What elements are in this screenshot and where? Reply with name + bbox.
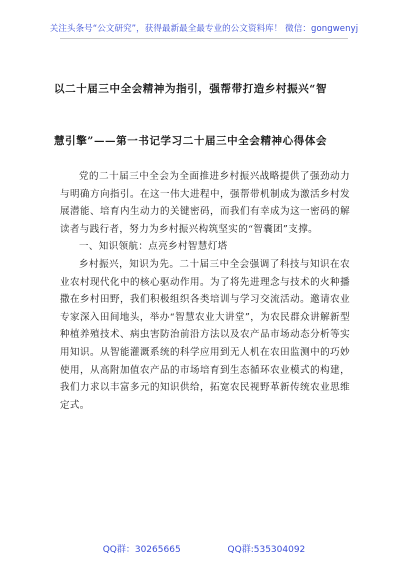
body-paragraph: 党的二十届三中全会为全面推进乡村振兴战略提供了强劲动力与明确方向指引。在这一伟大进程中，强帮带机制成为激活乡村发展潜能、培育内生动力的关键密码，而我们有幸成为这一密码的解读者与践行者，努力为乡村振兴构筑坚实的“智囊团”支撑。 — [60, 171, 350, 235]
header-banner: 关注头条号“公文研究”，获得最新最全最专业的公文资料库！ 微信：gongwenyj — [49, 24, 359, 34]
section-heading: 一、知识领航：点亮乡村智慧灯塔 — [79, 241, 228, 253]
body-paragraph: 乡村振兴，知识为先。二十届三中全会强调了科技与知识在农业农村现代化中的核心驱动作用。为了将先进理念与技术的火种播撒在乡村田野，我们积极组织各类培训与学习交流活动。邀请农业专家深入田间地头，举办“智慧农业大讲堂”，为农民群众讲解新型种植养殖技术、病虫害防治前沿方法以及农产品市场动态分析等实用知识。从智能灌溉系统的科学应用到无人机在农田监测中的巧妙使用，从高附加值农产品的市场培育到生态循环农业模式的构建，我们力求以丰富多元的知识供给，拓宽农民视野革新传统农业思维定式。 — [60, 258, 350, 411]
header-divider — [60, 38, 348, 39]
document-body — [60, 168, 350, 414]
footer-qq-group-2: QQ群:535304092 — [227, 545, 306, 555]
document-title-line-2: 慧引擎”——第一书记学习二十届三中全会精神心得体会 — [54, 135, 328, 147]
document-title-line-1: 以二十届三中全会精神为指引，强帮带打造乡村振兴“智 — [54, 83, 328, 95]
footer — [0, 542, 408, 555]
footer-qq-group-1: QQ群：30265665 — [102, 545, 181, 555]
